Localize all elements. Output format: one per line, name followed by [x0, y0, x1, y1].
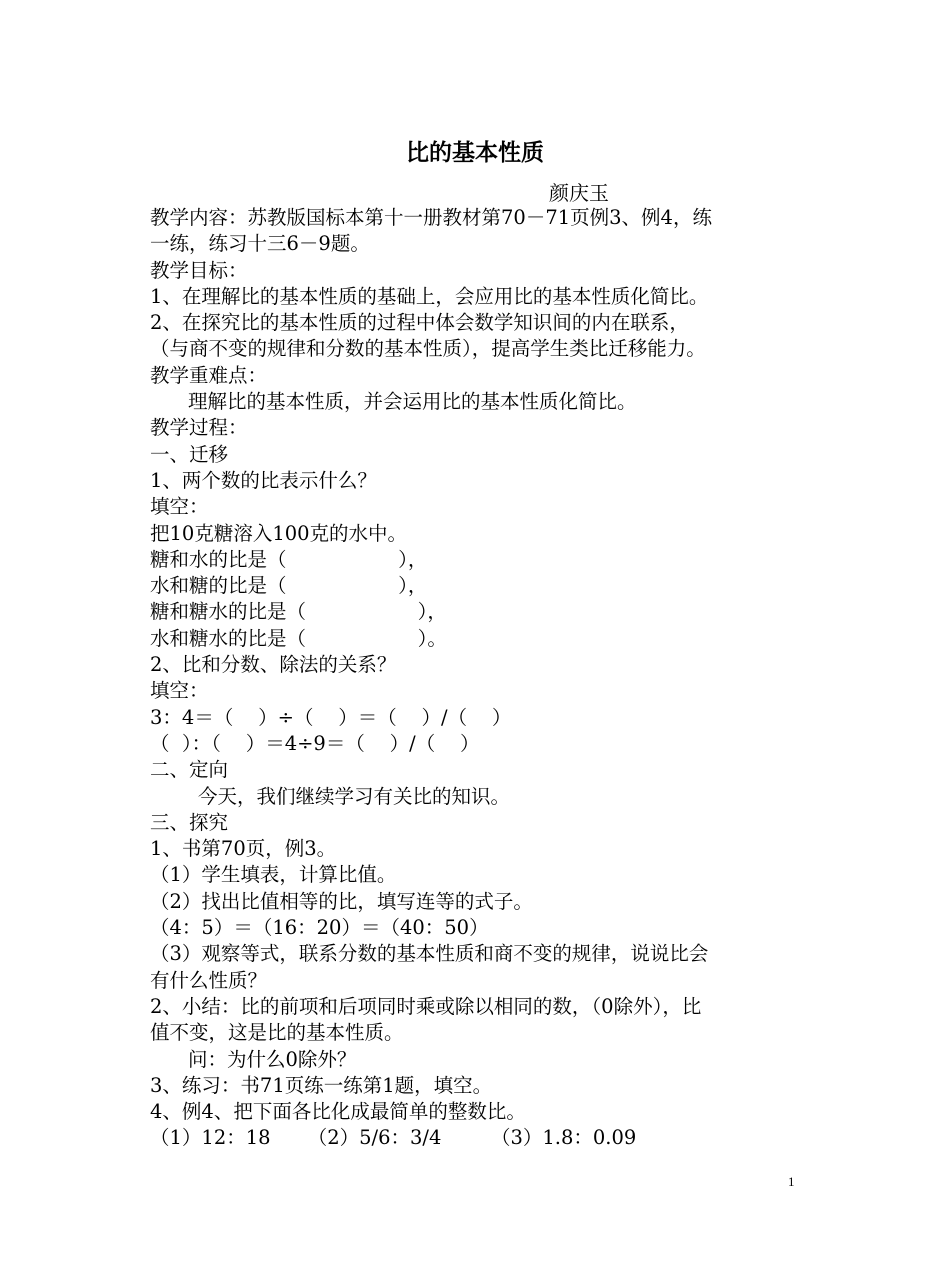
- text-line: 2、比和分数、除法的关系？: [150, 653, 397, 677]
- section-heading: 教学重难点：: [150, 363, 268, 387]
- text-line: 2、在探究比的基本性质的过程中体会数学知识间的内在联系，: [150, 311, 689, 335]
- text-line: 1、书第70页，例3。: [150, 837, 337, 861]
- document-author: 颜庆玉: [549, 181, 609, 205]
- section-heading: 三、探究: [150, 810, 229, 834]
- fill-blank-line: 糖和糖水的比是（ ），: [150, 600, 447, 624]
- text-line: 1、两个数的比表示什么？: [150, 468, 377, 492]
- text-line: 填空：: [150, 679, 209, 703]
- text-line: （3）观察等式，联系分数的基本性质和商不变的规律，说说比会: [150, 942, 709, 966]
- text-line: 1、在理解比的基本性质的基础上，会应用比的基本性质化简比。: [150, 284, 709, 308]
- text-line: 值不变，这是比的基本性质。: [150, 1021, 404, 1045]
- fill-blank-line: （ ）：（ ）＝4÷9＝（ ）/（ ）: [150, 731, 480, 755]
- text-line: （1）学生填表，计算比值。: [150, 863, 397, 887]
- text-line: （4：5）＝（16：20）＝（40：50）: [150, 916, 489, 940]
- section-heading: 教学目标：: [150, 258, 248, 282]
- text-line: 教学内容：苏教版国标本第十一册教材第70－71页例3、例4，练: [150, 206, 712, 229]
- section-heading: 一、迁移: [150, 442, 229, 466]
- section-heading: 教学过程：: [150, 416, 248, 440]
- text-line: （2）找出比值相等的比，填写连等的式子。: [150, 889, 533, 913]
- text-line: 4、例4、把下面各比化成最简单的整数比。: [150, 1100, 526, 1124]
- text-line: （与商不变的规律和分数的基本性质），提高学生类比迁移能力。: [150, 337, 706, 361]
- text-line: 把10克糖溶入100克的水中。: [150, 521, 408, 545]
- fill-blank-line: 3：4＝（ ）÷（ ）＝（ ）/（ ）: [150, 705, 512, 729]
- text-line: 理解比的基本性质，并会运用比的基本性质化简比。: [188, 390, 637, 414]
- text-line: 今天，我们继续学习有关比的知识。: [198, 784, 511, 808]
- fill-blank-line: 水和糖水的比是（ ）。: [150, 626, 447, 650]
- fill-blank-line: 糖和水的比是（ ），: [150, 547, 428, 571]
- text-line: 问：为什么0除外？: [188, 1047, 357, 1071]
- document-body: [150, 205, 810, 1152]
- text-line: 填空：: [150, 495, 209, 519]
- text-line: 2、小结：比的前项和后项同时乘或除以相同的数，（0除外），比: [150, 994, 702, 1018]
- text-line: 有什么性质？: [150, 968, 268, 992]
- text-line: 3、练习：书71页练一练第1题，填空。: [150, 1073, 493, 1097]
- document-title: 比的基本性质: [406, 140, 544, 166]
- text-line: 一练，练习十三6－9题。: [150, 232, 370, 256]
- text-line: （1）12：18 （2）5/6：3/4 （3）1.8：0.09: [150, 1126, 637, 1150]
- fill-blank-line: 水和糖的比是（ ），: [150, 574, 428, 598]
- page-number: 1: [788, 1174, 795, 1189]
- section-heading: 二、定向: [150, 758, 229, 782]
